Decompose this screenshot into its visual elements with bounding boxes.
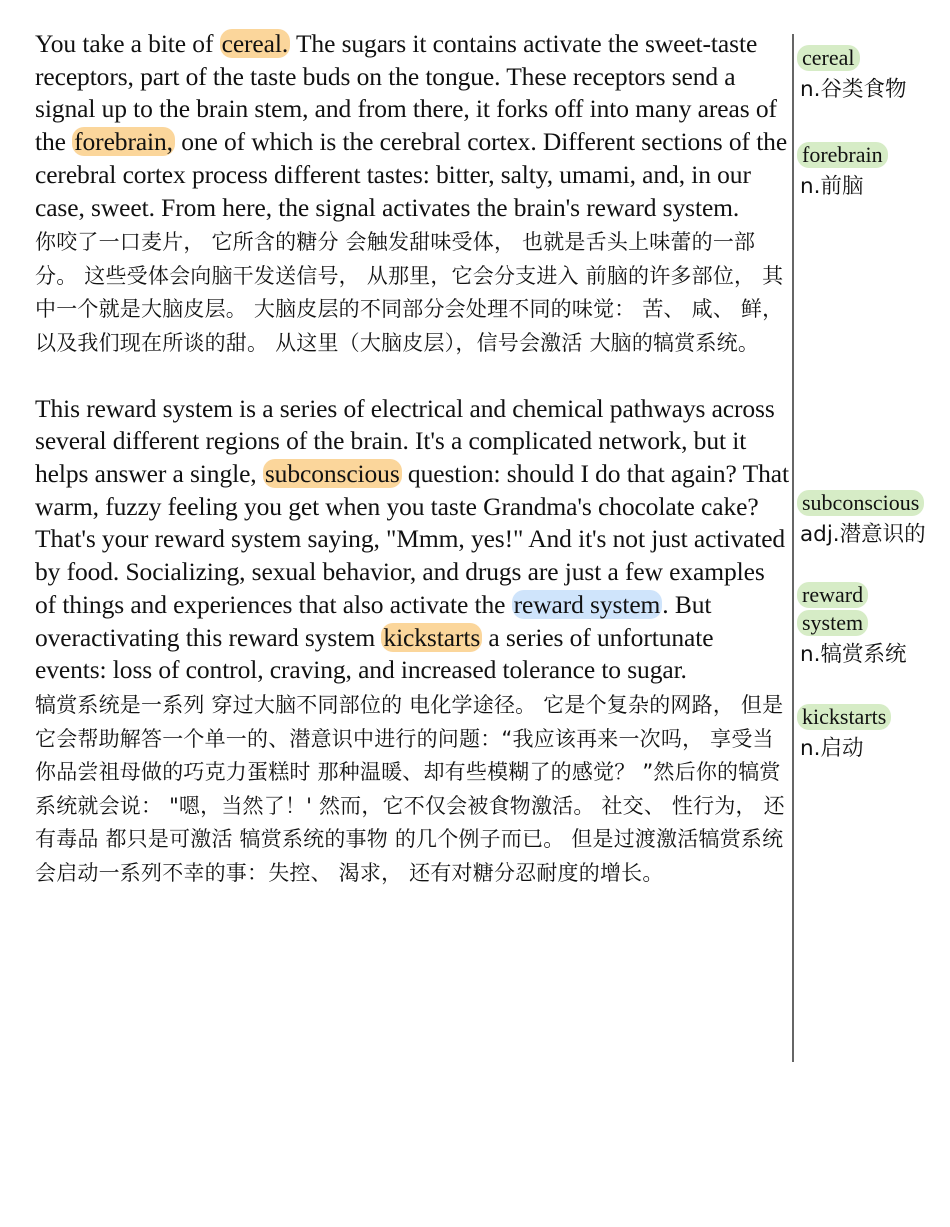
vocab-definition: adj.潜意识的 [800,522,926,547]
vocab-definition: n.犒赏系统 [800,642,907,667]
highlight-cereal[interactable]: cereal. [221,29,289,58]
paragraph-1-english: You take a bite of cereal. The sugars it contains activate the sweet-taste receptors, part of the taste buds on the tongue. These receptors send a signal up to the brain stem, and from there, it forks off into many areas of the forebrain, one of which is the cerebral cortex. Different sections of the cerebral cortex process different tastes: bitter, salty, umami, and, in our case, sweet. From here, the signal activates the brain's reward system. [35,29,788,222]
vocab-term-line-1: reward [797,582,868,608]
vocab-term-line-2: system [797,610,868,636]
highlight-reward-system[interactable]: reward system [513,589,661,619]
vocab-definition: n.启动 [800,736,864,761]
sidebar-divider [792,34,794,1062]
vocab-term: forebrain [797,142,888,168]
vocab-definition: n.前脑 [800,174,864,199]
vocab-term: cereal [797,45,860,71]
highlight-subconscious[interactable]: subconscious [264,459,400,488]
paragraph-1-chinese: 你咬了一口麦片， 它所含的糖分 会触发甜味受体， 也就是舌头上味蕾的一部分。 这些受体会向脑干发送信号， 从那里，它会分支进入 前脑的许多部位， 其中一个就是大脑皮层。 大脑皮层的不同部分会处理不同的味觉： 苦、 咸、 鲜， 以及我们现在所谈的甜。 从这里（大脑皮层），信号会激活 大脑的犒赏系统。 [35,230,784,355]
vocab-entry-reward-system[interactable] [797,582,947,671]
article-body [35,28,790,890]
highlight-forebrain[interactable]: forebrain, [74,127,173,157]
vocab-entry-forebrain[interactable] [797,142,947,203]
highlight-kickstarts[interactable]: kickstarts [383,622,481,652]
vocab-term: subconscious [797,490,924,516]
paragraph-2-chinese: 犒赏系统是一系列 穿过大脑不同部位的 电化学途径。 它是个复杂的网路， 但是它会帮助解答一个单一的、潜意识中进行的问题：“我应该再来一次吗， 享受当你品尝祖母做的巧克力蛋糕时 那种温暖、却有些模糊了的感觉？ ”然后你的犒赏系统就会说： "嗯，当然了！' 然而，它不仅会被食物激活。 社交、 性行为， 还有毒品 都只是可激活 犒赏系统的事物 的几个例子而已。 但是过渡激活犒赏系统 会启动一系列不幸的事：失控、 渴求， 还有对糖分忍耐度的增长。 [35,692,785,885]
paragraph-2-english: This reward system is a series of electrical and chemical pathways across several different regions of the brain. It's a complicated network, but it helps answer a single, subconscious question: should I do that again? That warm, fuzzy feeling you get when you taste Grandma's chocolate cake? That's your reward system saying, "Mmm, yes!" And it's not just activated by food. Socializing, sexual behavior, and drugs are just a few examples of things and experiences that also activate the reward system. But overactivating this reward system kickstarts a series of unfortunate events: loss of control, craving, and increased tolerance to sugar. [35,393,789,685]
vocab-definition: n.谷类食物 [800,77,907,102]
vocab-entry-subconscious[interactable] [797,490,947,551]
vocab-entry-kickstarts[interactable] [797,704,947,765]
paragraph-gap [35,361,790,393]
vocab-term: kickstarts [797,704,891,730]
vocab-entry-cereal[interactable] [797,45,947,106]
